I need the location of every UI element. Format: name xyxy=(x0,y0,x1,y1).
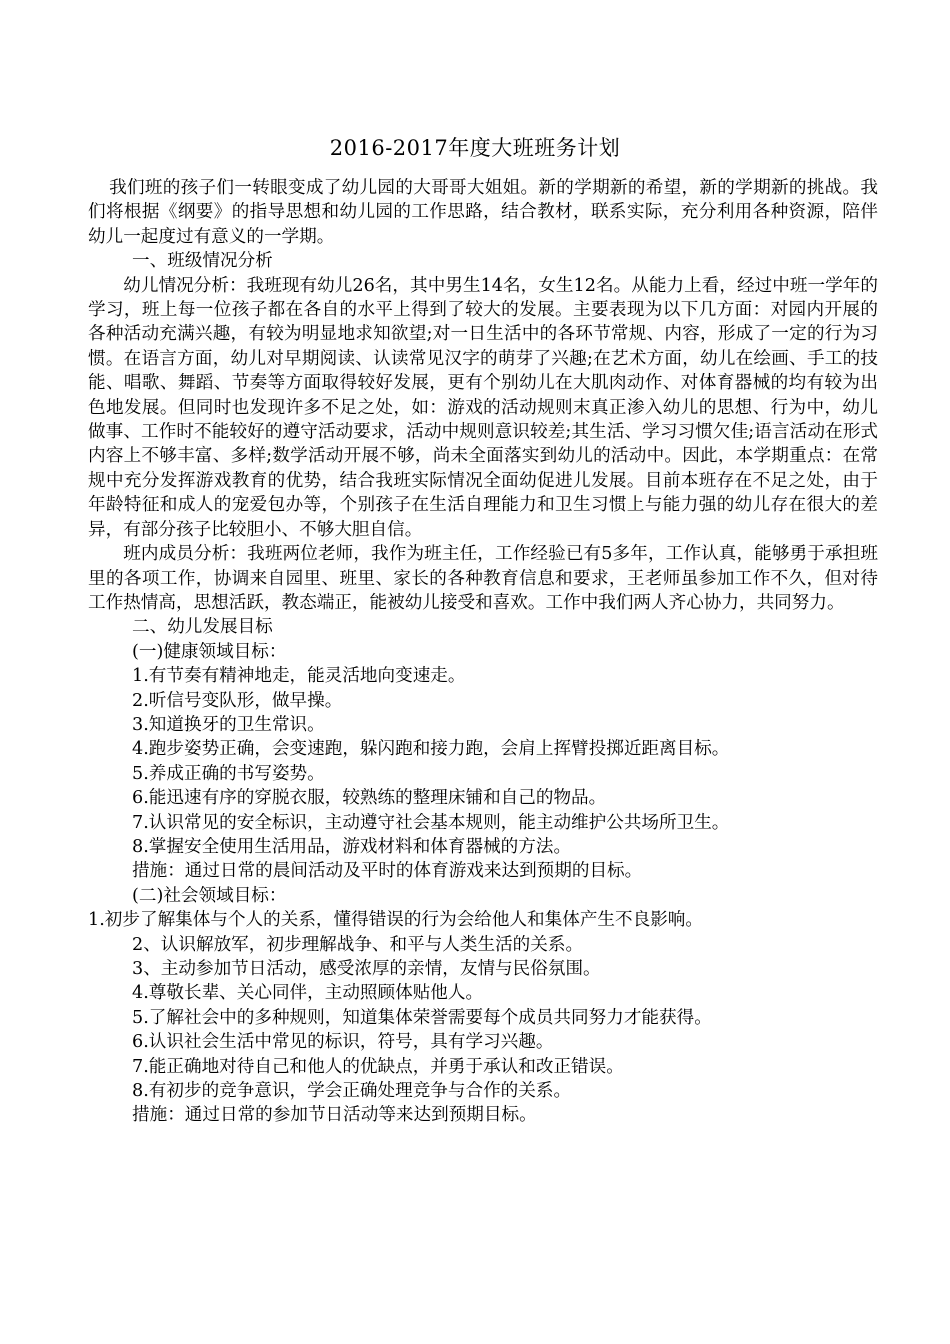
social-measure: 措施：通过日常的参加节日活动等来达到预期目标。 xyxy=(132,1105,537,1126)
intro-paragraph: 我们班的孩子们一转眼变成了幼儿园的大哥哥大姐姐。新的学期新的希望，新的学期新的挑战。我们将根据《纲要》的指导思想和幼儿园的工作思路，结合教材，联系实际，充分利用各种资源，陪伴幼儿一起度过有意义的一学期。 xyxy=(88,178,878,247)
social-goals-heading: (二)社会领域目标： xyxy=(132,885,287,906)
health-measure: 措施：通过日常的晨间活动及平时的体育游戏来达到预期的目标。 xyxy=(132,861,643,882)
health-goals-heading: (一)健康领域目标： xyxy=(132,641,287,662)
health-goal-item: 4.跑步姿势正确，会变速跑，躲闪跑和接力跑，会肩上挥臂投掷近距离目标。 xyxy=(132,739,730,760)
document-body xyxy=(88,176,878,1128)
social-goal-item: 8.有初步的竞争意识，学会正确处理竞争与合作的关系。 xyxy=(132,1081,572,1102)
section-heading-class-analysis: 一、班级情况分析 xyxy=(132,251,273,272)
social-goal-item: 1.初步了解集体与个人的关系，懂得错误的行为会给他人和集体产生不良影响。 xyxy=(88,910,703,931)
social-goal-item: 3、主动参加节日活动，感受浓厚的亲情，友情与民俗氛围。 xyxy=(132,959,601,979)
health-goal-item: 3.知道换牙的卫生常识。 xyxy=(132,714,325,735)
health-goal-item: 2.听信号变队形，做早操。 xyxy=(132,690,343,711)
social-goal-item: 2、认识解放军，初步理解战争、和平与人类生活的关系。 xyxy=(132,934,584,955)
section-heading-development-goals: 二、幼儿发展目标 xyxy=(132,617,273,638)
health-goal-item: 1.有节奏有精神地走，能灵活地向变速走。 xyxy=(132,666,466,687)
social-goal-item: 4.尊敬长辈、关心同伴，主动照顾体贴他人。 xyxy=(132,983,484,1004)
health-goal-item: 5.养成正确的书写姿势。 xyxy=(132,763,325,784)
children-analysis-paragraph: 幼儿情况分析：我班现有幼儿26名，其中男生14名，女生12名。从能力上看，经过中班一学年的学习，班上每一位孩子都在各自的水平上得到了较大的发展。主要表现为以下几方面：对园内开展的各种活动充满兴趣，有较为明显地求知欲望;对一日生活中的各环节常规、内容，形成了一定的行为习惯。在语言方面，幼儿对早期阅读、认读常见汉字的萌芽了兴趣;在艺术方面，幼儿在绘画、手工的技能、唱歌、舞蹈、节奏等方面取得较好发展，更有个别幼儿在大肌肉动作、对体育器械的均有较为出色地发展。但同时也发现许多不足之处，如：游戏的活动规则末真正渗入幼儿的思想、行为中，幼儿做事、工作时不能较好的遵守活动要求，活动中规则意识较差;其生活、学习习惯欠佳;语言活动在形式内容上不够丰富、多样;数学活动开展不够，尚未全面落实到幼儿的活动中。因此，本学期重点：在常规中充分发挥游戏教育的优势，结合我班实际情况全面幼促进儿发展。目前本班存在不足之处，由于年龄特征和成人的宠爱包办等，个别孩子在生活自理能力和卫生习惯上与能力强的幼儿存在很大的差异，有部分孩子比较胆小、不够大胆自信。 xyxy=(88,275,878,540)
social-goal-item: 6.认识社会生活中常见的标识，符号，具有学习兴趣。 xyxy=(132,1032,554,1053)
health-goal-item: 7.认识常见的安全标识，主动遵守社会基本规则，能主动维护公共场所卫生。 xyxy=(132,812,730,833)
health-goal-item: 6.能迅速有序的穿脱衣服，较熟练的整理床铺和自己的物品。 xyxy=(132,788,607,809)
document-title: 2016-2017年度大班班务计划 xyxy=(329,136,621,160)
social-goal-item: 7.能正确地对待自己和他人的优缺点，并勇于承认和改正错误。 xyxy=(132,1056,624,1077)
staff-analysis-paragraph: 班内成员分析：我班两位老师，我作为班主任，工作经验已有5多年，工作认真，能够勇于承担班里的各项工作，协调来自园里、班里、家长的各种教育信息和要求，王老师虽参加工作不久，但对待工作热情高，思想活跃，教态端正，能被幼儿接受和喜欢。工作中我们两人齐心协力，共同努力。 xyxy=(88,544,878,613)
health-goal-item: 8.掌握安全使用生活用品，游戏材料和体育器械的方法。 xyxy=(132,836,572,857)
social-goal-item: 5.了解社会中的多种规则，知道集体荣誉需要每个成员共同努力才能获得。 xyxy=(132,1007,712,1028)
